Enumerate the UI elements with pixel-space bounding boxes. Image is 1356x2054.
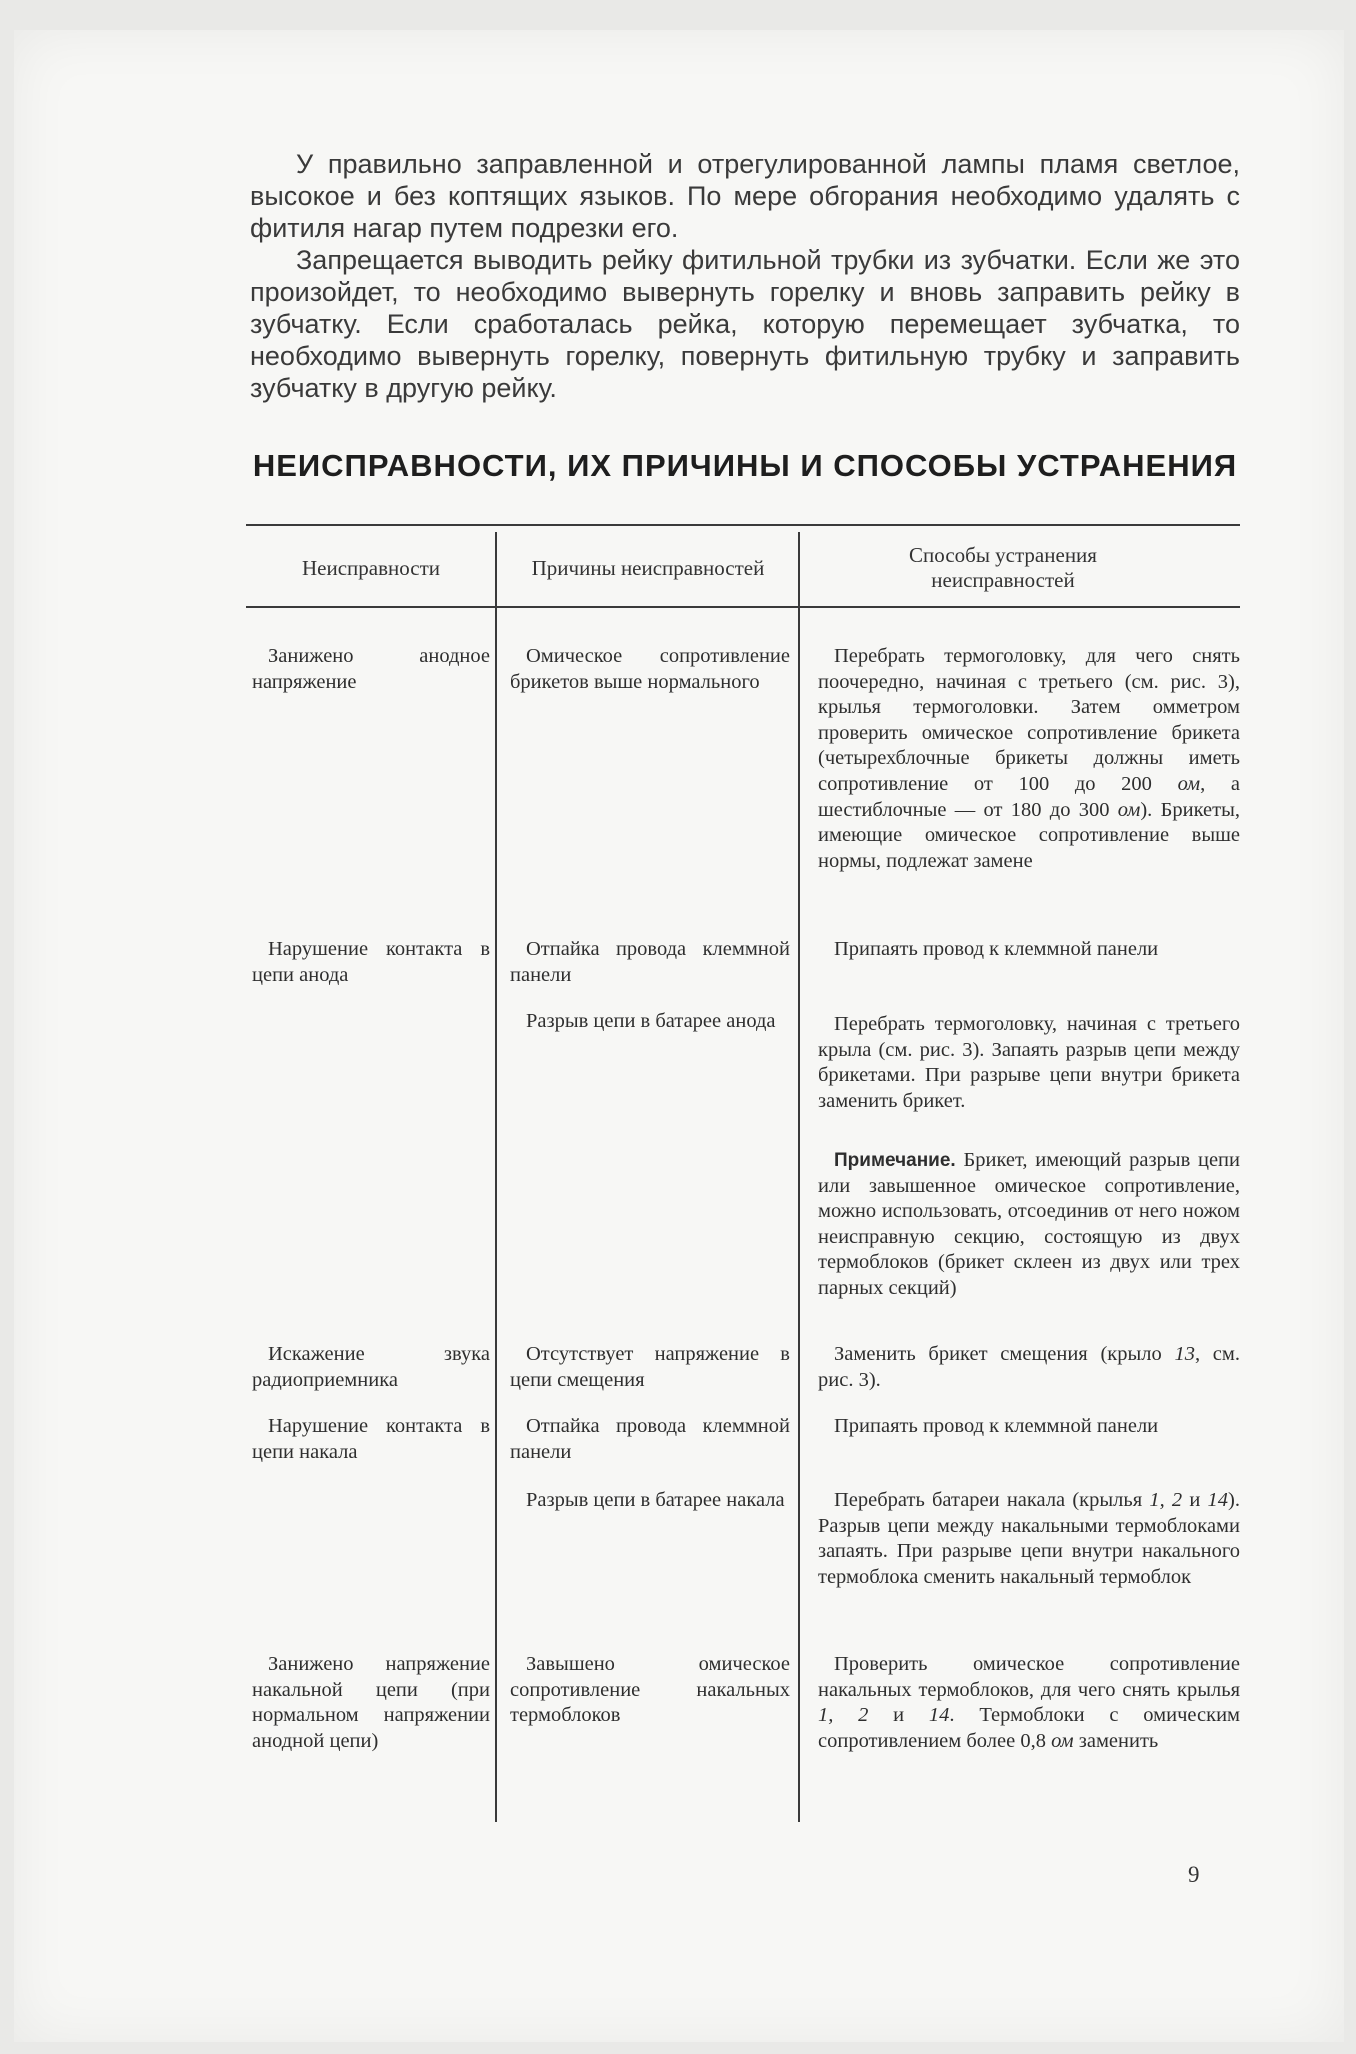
intro-text xyxy=(250,148,1240,404)
header-causes: Причины неисправностей xyxy=(531,556,765,580)
row3-remedy: Перебрать термоголовку, начиная с третьего крыла (см. рис. 3). Запаять разрыв цепи между брикетами. При разрыве цепи внутри брикета заменить брикет. xyxy=(818,1013,1240,1112)
row6-remedy: Перебрать батареи накала (крылья 1, 2 и 14). Разрыв цепи между накальными термоблоками запаять. При разрыве цепи внутри накального термоблока сменить накальный термоблок xyxy=(818,1489,1240,1588)
row2-fault: Нарушение контакта в цепи анода xyxy=(252,938,490,986)
row5-fault: Нарушение контакта в цепи накала xyxy=(252,1415,490,1463)
page-number: 9 xyxy=(1188,1862,1200,1887)
note-label: Примечание. xyxy=(834,1150,956,1171)
section-heading: НЕИСПРАВНОСТИ, ИХ ПРИЧИНЫ И СПОСОБЫ УСТРАНЕНИЯ xyxy=(252,448,1238,483)
row5-remedy: Припаять провод к клеммной панели xyxy=(834,1415,1159,1437)
row3-cause: Разрыв цепи в батарее анода xyxy=(526,1010,776,1032)
row1-cause: Омическое сопротивление брикетов выше нормального xyxy=(510,645,790,693)
row2-remedy: Припаять провод к клеммной панели xyxy=(834,938,1159,960)
row7-cause: Завышено омическое сопротивление накальных термоблоков xyxy=(510,1653,790,1727)
row1-remedy: Перебрать термоголовку, для чего снять поочередно, начиная с третьего (см. рис. 3), крылья термоголовки. Затем омметром проверить омическое сопротивление брикета (четырехблочные брикеты должны иметь сопротивление от 100 до 200 ом, а шестиблочные — от 180 до 300 ом). Брикеты, имеющие омическое сопротивление выше нормы, подлежат замене xyxy=(818,645,1240,872)
table-top-rule xyxy=(246,524,1240,526)
intro-paragraph-1: У правильно заправленной и отрегулированной лампы пламя светлое, высокое и без коптящих языков. По мере обгорания необходимо удалять с фитиля нагар путем подрезки его. xyxy=(250,149,1240,243)
row6-cause: Разрыв цепи в батарее накала xyxy=(526,1489,785,1511)
intro-paragraph-2: Запрещается выводить рейку фитильной трубки из зубчатки. Если же это произойдет, то необходимо вывернуть горелку и вновь заправить рейку в зубчатку. Если сработалась рейка, которую перемещает зубчатка, то необходимо вывернуть горелку, повернуть фитильную трубку и заправить зубчатку в другую рейку. xyxy=(250,245,1240,403)
row4-fault: Искажение звука радиоприемника xyxy=(252,1343,490,1391)
row2-cause: Отпайка провода клеммной панели xyxy=(510,938,790,986)
row7-fault: Занижено напряжение накальной цепи (при нормальном напряжении анодной цепи) xyxy=(252,1653,490,1752)
row7-remedy: Проверить омическое сопротивление накальных термоблоков, для чего снять крылья 1, 2 и 14. Термоблоки с омическим сопротивлением более 0,8 ом заменить xyxy=(818,1653,1241,1752)
table-column-divider-2 xyxy=(798,532,800,1822)
header-remedies: Способы устранения неисправностей xyxy=(909,543,1097,592)
note-text: Примечание. Брикет, имеющий разрыв цепи или завышенное омическое сопротивление, можно использовать, отсоединив от него ножом неисправную секцию, состоящую из двух термоблоков (брикет склеен из двух или трех парных секций) xyxy=(818,1149,1240,1299)
row5-cause: Отпайка провода клеммной панели xyxy=(510,1415,790,1463)
header-faults: Неисправности xyxy=(301,556,441,580)
row4-cause: Отсутствует напряжение в цепи смещения xyxy=(510,1343,790,1391)
row4-remedy: Заменить брикет смещения (крыло 13, см. рис. 3). xyxy=(818,1343,1240,1391)
table-header-rule xyxy=(246,606,1240,608)
row1-fault: Занижено анодное напряжение xyxy=(252,645,490,693)
table-column-divider-1 xyxy=(495,532,497,1822)
